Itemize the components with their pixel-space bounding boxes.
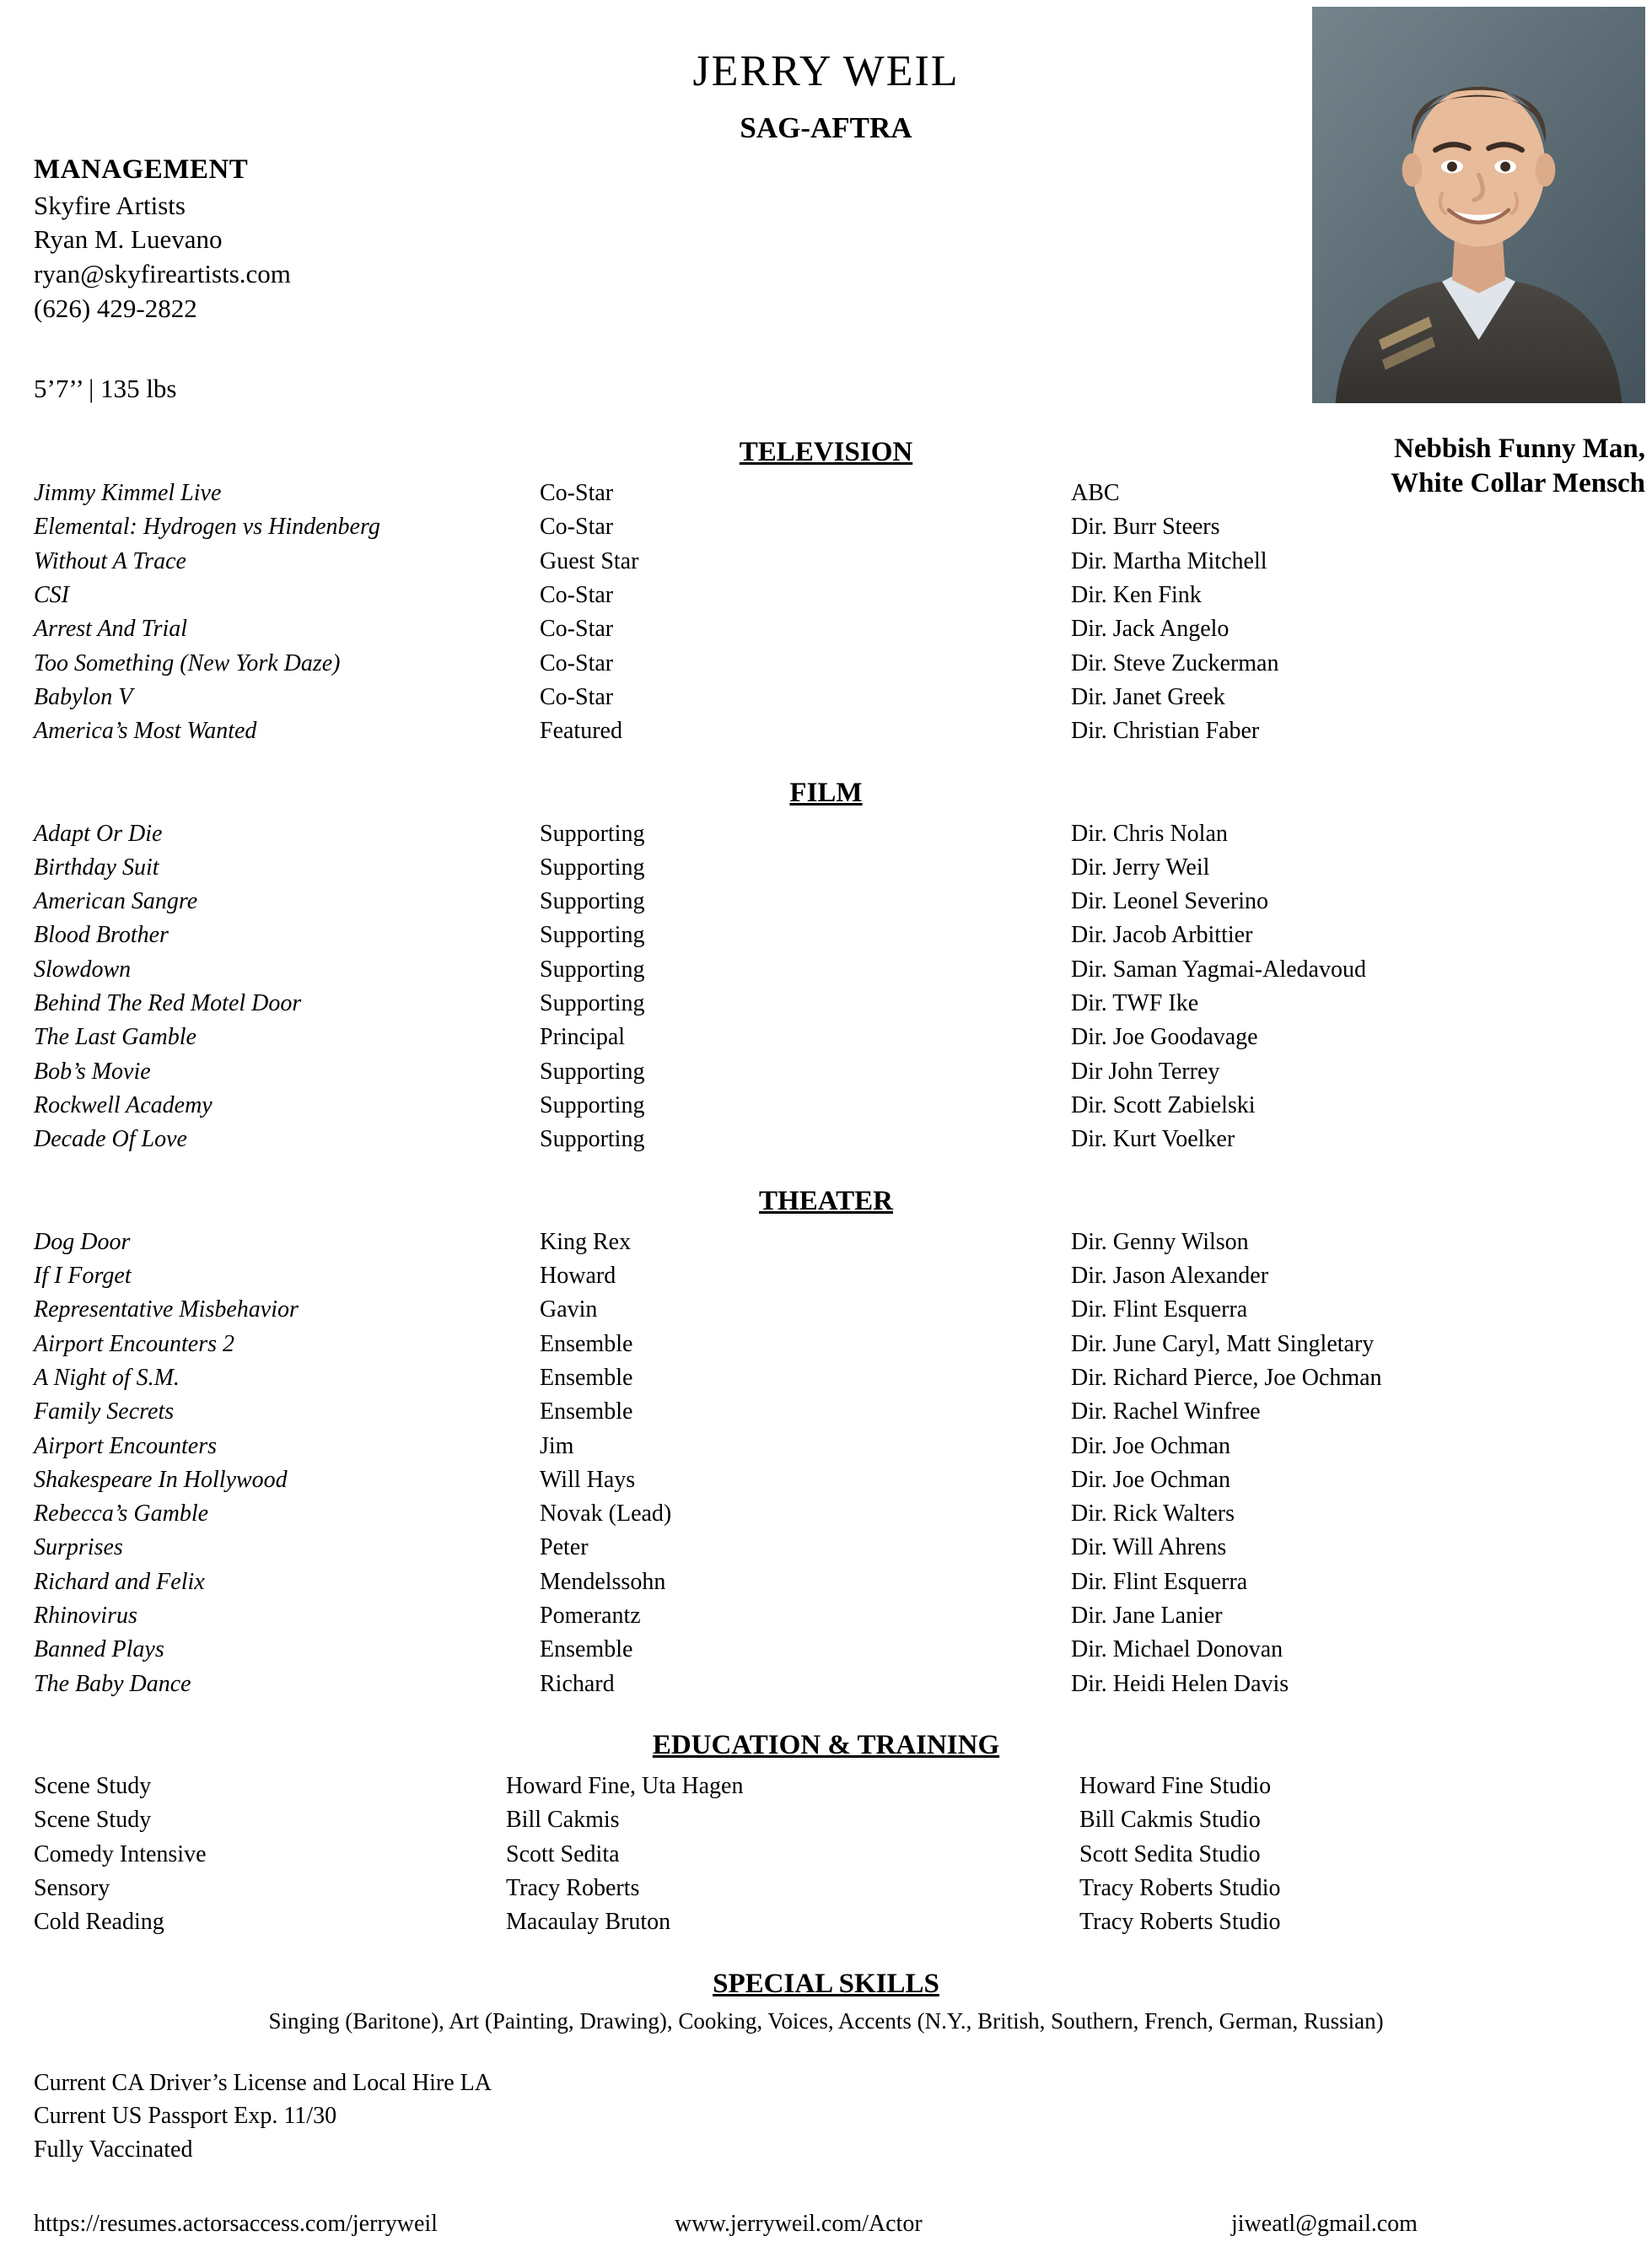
credit-role: Supporting <box>540 956 645 983</box>
table-row <box>0 1599 1652 1633</box>
table-row <box>0 1089 1652 1123</box>
tagline <box>1283 432 1645 502</box>
training-teacher: Tracy Roberts <box>506 1874 640 1901</box>
credit-director: Dir. Kurt Voelker <box>1071 1126 1235 1153</box>
table-row <box>0 919 1652 952</box>
credit-title: A Night of S.M. <box>34 1364 180 1391</box>
training-teacher: Scott Sedita <box>506 1840 620 1867</box>
credit-title: Rhinovirus <box>34 1603 137 1630</box>
credit-director: Dir. Genny Wilson <box>1071 1228 1249 1255</box>
credit-director: Dir. Flint Esquerra <box>1071 1296 1248 1323</box>
table-row <box>0 1565 1652 1599</box>
credit-director: Dir. Joe Ochman <box>1071 1432 1230 1459</box>
table-row <box>0 681 1652 714</box>
table-row <box>0 1531 1652 1565</box>
credit-title: If I Forget <box>34 1262 132 1289</box>
table-row <box>0 1361 1652 1395</box>
credit-title: The Baby Dance <box>34 1670 191 1697</box>
union-affiliation: SAG-AFTRA <box>740 111 912 144</box>
table-row <box>0 953 1652 987</box>
note-line: Current US Passport Exp. 11/30 <box>34 2103 337 2130</box>
credit-title: Family Secrets <box>34 1398 175 1425</box>
section-film <box>0 778 1652 1157</box>
credit-title: Without A Trace <box>34 547 186 574</box>
credit-role: Co-Star <box>540 480 614 506</box>
physical-stats: 5’7’’ | 135 lbs <box>34 374 177 403</box>
credit-title: Bob’s Movie <box>34 1058 151 1085</box>
credit-director: Dir. Jerry Weil <box>1071 854 1210 881</box>
training-subject: Scene Study <box>34 1773 152 1799</box>
credit-role: Pomerantz <box>540 1603 641 1630</box>
credit-director: Dir. Ken Fink <box>1071 581 1202 608</box>
training-teacher: Howard Fine, Uta Hagen <box>506 1773 744 1799</box>
table-row <box>0 545 1652 579</box>
credit-role: Supporting <box>540 854 645 881</box>
table-row <box>0 817 1652 851</box>
management-agent: Ryan M. Luevano <box>34 224 223 255</box>
page-title: JERRY WEIL <box>692 47 960 95</box>
table-row <box>0 1463 1652 1497</box>
credit-role: Supporting <box>540 1092 645 1118</box>
management-phone: (626) 429-2822 <box>34 294 197 324</box>
credit-title: Dog Door <box>34 1228 131 1255</box>
credit-title: America’s Most Wanted <box>34 718 257 745</box>
credit-director: Dir. Michael Donovan <box>1071 1636 1283 1663</box>
credit-role: Ensemble <box>540 1636 633 1663</box>
footer-resume-link[interactable]: https://resumes.actorsaccess.com/jerryweil <box>34 2210 438 2237</box>
credit-role: Ensemble <box>540 1330 633 1357</box>
credit-title: The Last Gamble <box>34 1024 196 1051</box>
credit-title: Slowdown <box>34 956 132 983</box>
credit-role: Novak (Lead) <box>540 1501 672 1528</box>
credit-title: Decade Of Love <box>34 1126 187 1153</box>
section-heading-education: EDUCATION & TRAINING <box>652 1730 1000 1760</box>
management-email: ryan@skyfireartists.com <box>34 259 291 289</box>
table-row <box>0 1259 1652 1293</box>
table-row <box>0 1328 1652 1361</box>
credit-role: Co-Star <box>540 683 614 710</box>
credit-title: Too Something (New York Daze) <box>34 649 341 676</box>
credit-director: Dir. Flint Esquerra <box>1071 1568 1248 1595</box>
credit-director: Dir. Steve Zuckerman <box>1071 649 1279 676</box>
credit-role: Supporting <box>540 820 645 847</box>
management-block <box>34 152 291 326</box>
table-row <box>0 1293 1652 1327</box>
section-heading-special-skills: SPECIAL SKILLS <box>713 1968 939 1999</box>
training-studio: Bill Cakmis Studio <box>1079 1807 1261 1834</box>
table-row <box>0 851 1652 885</box>
credit-title: Behind The Red Motel Door <box>34 990 302 1017</box>
credit-role: Mendelssohn <box>540 1568 666 1595</box>
special-skills-text: Singing (Baritone), Art (Painting, Drawing), Cooking, Voices, Accents (N.Y., British, Southern, French, German, Russian) <box>268 2007 1384 2034</box>
credit-director: Dir. Joe Ochman <box>1071 1466 1230 1493</box>
tagline-line-1: Nebbish Funny Man, <box>1393 434 1645 464</box>
credit-director: Dir. Rachel Winfree <box>1071 1398 1261 1425</box>
section-education <box>0 1730 1652 1940</box>
credit-director: Dir. June Caryl, Matt Singletary <box>1071 1330 1375 1357</box>
note-line: Fully Vaccinated <box>34 2136 193 2163</box>
table-row <box>0 579 1652 612</box>
tagline-line-2: White Collar Mensch <box>1391 468 1645 499</box>
footer-email-link[interactable]: jiweatl@gmail.com <box>1231 2210 1418 2237</box>
section-heading-theater: THEATER <box>759 1185 893 1216</box>
training-teacher: Macaulay Bruton <box>506 1909 671 1936</box>
credit-director: ABC <box>1071 480 1120 506</box>
credit-role: Gavin <box>540 1296 598 1323</box>
table-row <box>0 1021 1652 1054</box>
table-row <box>0 1055 1652 1089</box>
table-row <box>0 1770 1652 1803</box>
section-special-skills <box>0 1969 1652 2034</box>
credit-role: Co-Star <box>540 514 614 541</box>
credit-director: Dir. Janet Greek <box>1071 683 1225 710</box>
credit-title: Banned Plays <box>34 1636 164 1663</box>
credit-role: Principal <box>540 1024 626 1051</box>
credit-director: Dir. Leonel Severino <box>1071 888 1269 915</box>
credit-role: Richard <box>540 1670 615 1697</box>
credit-title: Rockwell Academy <box>34 1092 213 1118</box>
credit-title: Elemental: Hydrogen vs Hindenberg <box>34 514 380 541</box>
credit-role: King Rex <box>540 1228 632 1255</box>
training-subject: Comedy Intensive <box>34 1840 207 1867</box>
credit-role: Supporting <box>540 1058 645 1085</box>
credit-title: Jimmy Kimmel Live <box>34 480 222 506</box>
section-heading-television: TELEVISION <box>739 437 913 467</box>
credit-director: Dir. Heidi Helen Davis <box>1071 1670 1289 1697</box>
credit-director: Dir. Jason Alexander <box>1071 1262 1269 1289</box>
credit-title: Shakespeare In Hollywood <box>34 1466 288 1493</box>
credit-title: Richard and Felix <box>34 1568 205 1595</box>
credit-role: Supporting <box>540 922 645 949</box>
credit-title: Rebecca’s Gamble <box>34 1501 209 1528</box>
credit-director: Dir. Jack Angelo <box>1071 616 1230 643</box>
section-heading-film: FILM <box>789 777 863 808</box>
credit-director: Dir. Scott Zabielski <box>1071 1092 1256 1118</box>
credit-director: Dir. Jacob Arbittier <box>1071 922 1253 949</box>
credit-director: Dir. Richard Pierce, Joe Ochman <box>1071 1364 1382 1391</box>
credit-role: Featured <box>540 718 622 745</box>
credit-director: Dir. Chris Nolan <box>1071 820 1228 847</box>
credit-title: CSI <box>34 581 69 608</box>
table-row <box>0 1872 1652 1905</box>
training-subject: Scene Study <box>34 1807 152 1834</box>
credit-title: Birthday Suit <box>34 854 159 881</box>
credit-title: Airport Encounters <box>34 1432 217 1459</box>
table-row <box>0 1430 1652 1463</box>
note-line: Current CA Driver’s License and Local Hire LA <box>34 2069 492 2096</box>
credit-role: Will Hays <box>540 1466 636 1493</box>
section-theater <box>0 1186 1652 1701</box>
table-row <box>0 1226 1652 1259</box>
credit-title: Babylon V <box>34 683 133 710</box>
management-label: MANAGEMENT <box>34 154 249 185</box>
headshot-image <box>1312 7 1645 403</box>
credit-title: Representative Misbehavior <box>34 1296 299 1323</box>
table-row <box>0 1395 1652 1429</box>
credit-director: Dir. Burr Steers <box>1071 514 1220 541</box>
training-subject: Sensory <box>34 1874 110 1901</box>
additional-notes <box>0 2066 1652 2167</box>
table-row <box>0 885 1652 919</box>
table-row <box>0 647 1652 681</box>
training-studio: Howard Fine Studio <box>1079 1773 1272 1799</box>
credit-role: Jim <box>540 1432 574 1459</box>
credit-title: Blood Brother <box>34 922 169 949</box>
credit-director: Dir. Martha Mitchell <box>1071 547 1267 574</box>
credit-role: Supporting <box>540 990 645 1017</box>
credit-title: Surprises <box>34 1534 123 1561</box>
table-row <box>0 1633 1652 1667</box>
training-studio: Tracy Roberts Studio <box>1079 1909 1281 1936</box>
table-row <box>0 1838 1652 1872</box>
credit-title: American Sangre <box>34 888 198 915</box>
management-company: Skyfire Artists <box>34 190 186 220</box>
credit-title: Adapt Or Die <box>34 820 163 847</box>
credit-director: Dir. Joe Goodavage <box>1071 1024 1258 1051</box>
table-row <box>0 987 1652 1021</box>
credit-role: Co-Star <box>540 616 614 643</box>
credit-role: Supporting <box>540 888 645 915</box>
credit-role: Peter <box>540 1534 589 1561</box>
credit-role: Supporting <box>540 1126 645 1153</box>
footer-website-link[interactable]: www.jerryweil.com/Actor <box>675 2210 923 2237</box>
training-studio: Scott Sedita Studio <box>1079 1840 1261 1867</box>
headshot-illustration <box>1312 7 1645 403</box>
table-row <box>0 1668 1652 1701</box>
credit-director: Dir. Saman Yagmai-Aledavoud <box>1071 956 1366 983</box>
footer <box>0 2211 1652 2263</box>
table-row <box>0 510 1652 544</box>
table-row <box>0 1123 1652 1156</box>
credit-role: Co-Star <box>540 649 614 676</box>
training-studio: Tracy Roberts Studio <box>1079 1874 1281 1901</box>
credit-role: Howard <box>540 1262 616 1289</box>
credit-role: Co-Star <box>540 581 614 608</box>
credit-role: Ensemble <box>540 1398 633 1425</box>
credit-role: Guest Star <box>540 547 639 574</box>
credit-director: Dir. Will Ahrens <box>1071 1534 1227 1561</box>
training-teacher: Bill Cakmis <box>506 1807 620 1834</box>
credit-director: Dir. TWF Ike <box>1071 990 1199 1017</box>
table-row <box>0 1497 1652 1531</box>
credit-title: Arrest And Trial <box>34 616 188 643</box>
table-row <box>0 612 1652 646</box>
credit-director: Dir. Christian Faber <box>1071 718 1260 745</box>
training-subject: Cold Reading <box>34 1909 164 1936</box>
credit-role: Ensemble <box>540 1364 633 1391</box>
credit-director: Dir. Jane Lanier <box>1071 1603 1223 1630</box>
table-row <box>0 714 1652 748</box>
credit-director: Dir. Rick Walters <box>1071 1501 1235 1528</box>
credit-title: Airport Encounters 2 <box>34 1330 234 1357</box>
credit-director: Dir John Terrey <box>1071 1058 1220 1085</box>
table-row <box>0 1803 1652 1837</box>
table-row <box>0 1905 1652 1939</box>
